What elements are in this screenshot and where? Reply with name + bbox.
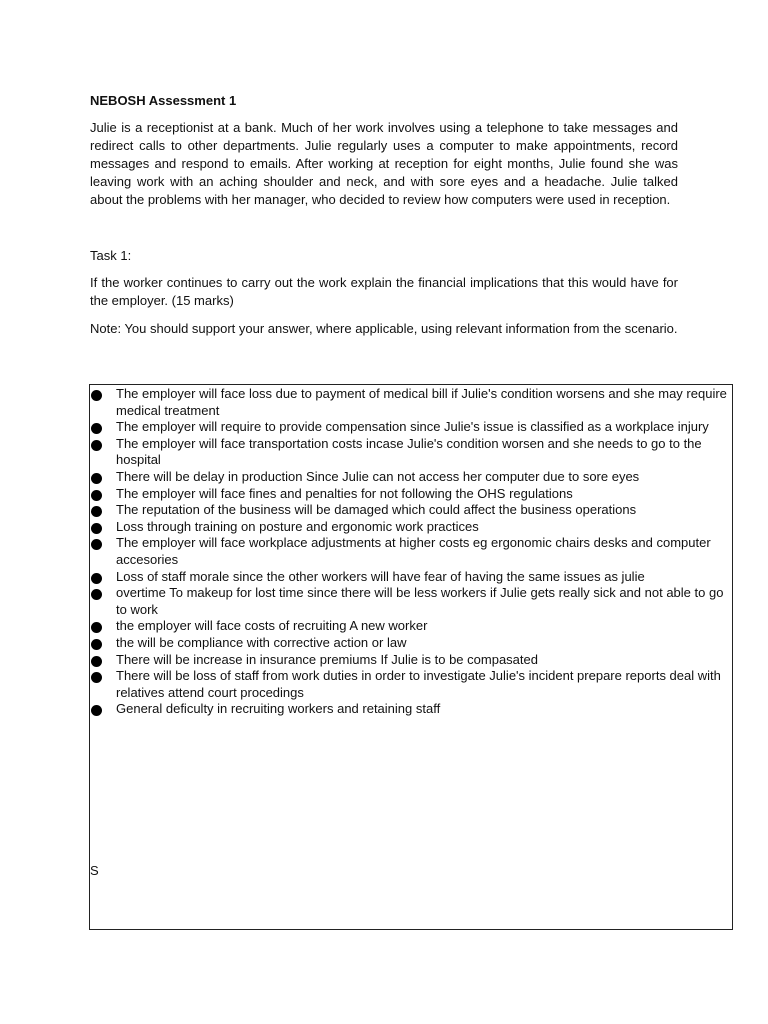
bullet-icon [91, 622, 102, 633]
answer-list [90, 386, 732, 718]
answer-text: General deficulty in recruiting workers and retaining staff [116, 701, 441, 717]
answer-text: the employer will face costs of recruiting A new worker [116, 618, 428, 634]
bullet-icon [91, 390, 102, 401]
bullet-icon [91, 423, 102, 434]
answer-text: The employer will face transportation costs incase Julie's condition worsen and she needs to go to the hospital [116, 435, 702, 468]
answer-text: There will be loss of staff from work duties in order to investigate Julie's incident prepare reports deal with relatives attend court procedings [116, 668, 721, 700]
list-item [90, 469, 732, 486]
list-item [90, 701, 732, 718]
task-label: Task 1: [90, 248, 132, 263]
list-item [90, 569, 732, 586]
answer-text: The employer will face fines and penalties for not following the OHS regulations [116, 485, 573, 501]
list-item [90, 535, 732, 568]
document-page [90, 92, 678, 338]
answer-text: There will be increase in insurance premiums If Julie is to be compasated [116, 651, 538, 667]
list-item [90, 519, 732, 536]
answer-text: The employer will face workplace adjustments at higher costs eg ergonomic chairs desks and computer accesories [116, 535, 711, 567]
bullet-icon [91, 506, 102, 517]
list-item [90, 652, 732, 669]
bullet-icon [91, 473, 102, 484]
bullet-icon [91, 539, 102, 550]
scenario-paragraph: Julie is a receptionist at a bank. Much of her work involves using a telephone to take messages and redirect calls to other departments. Julie regularly uses a computer to make appointments, record messages and respond to emails. After working at reception for eight months, Julie found she was leaving work with an aching shoulder and neck, and with sore eyes and a headache. Julie talked about the problems with her manager, who decided to review how computers were used in reception. [90, 120, 678, 207]
answer-text: overtime To makeup for lost time since there will be less workers if Julie gets really sick and not able to go to work [116, 585, 724, 617]
answer-text: Loss through training on posture and ergonomic work practices [116, 518, 479, 534]
bullet-icon [91, 705, 102, 716]
answer-text: The employer will require to provide compensation since Julie's issue is classified as a workplace injury [116, 419, 709, 435]
bullet-icon [91, 656, 102, 667]
bullet-icon [91, 440, 102, 451]
list-item [90, 436, 732, 469]
list-item [90, 486, 732, 503]
list-item [90, 386, 732, 419]
list-item [90, 419, 732, 436]
answer-text: the will be compliance with corrective action or law [116, 634, 407, 650]
bullet-icon [91, 589, 102, 600]
task-question: If the worker continues to carry out the work explain the financial implications that this would have for the employer. (15 marks) [90, 275, 678, 308]
document-title: NEBOSH Assessment 1 [90, 93, 237, 108]
bullet-icon [91, 639, 102, 650]
list-item [90, 635, 732, 652]
task-note: Note: You should support your answer, where applicable, using relevant information from the scenario. [90, 321, 678, 336]
list-item [90, 585, 732, 618]
list-item [90, 618, 732, 635]
bullet-icon [91, 490, 102, 501]
list-item [90, 668, 732, 701]
list-item [90, 502, 732, 519]
answer-box[interactable] [89, 384, 733, 930]
answer-text: The employer will face loss due to payment of medical bill if Julie's condition worsens and she may require medical treatment [116, 386, 727, 418]
stray-character: S [90, 863, 99, 878]
answer-text: Loss of staff morale since the other workers will have fear of having the same issues as julie [116, 568, 645, 584]
bullet-icon [91, 672, 102, 683]
answer-text: The reputation of the business will be damaged which could affect the business operations [116, 502, 637, 518]
answer-text: There will be delay in production Since Julie can not access her computer due to sore eyes [116, 468, 640, 484]
bullet-icon [91, 573, 102, 584]
bullet-icon [91, 523, 102, 534]
